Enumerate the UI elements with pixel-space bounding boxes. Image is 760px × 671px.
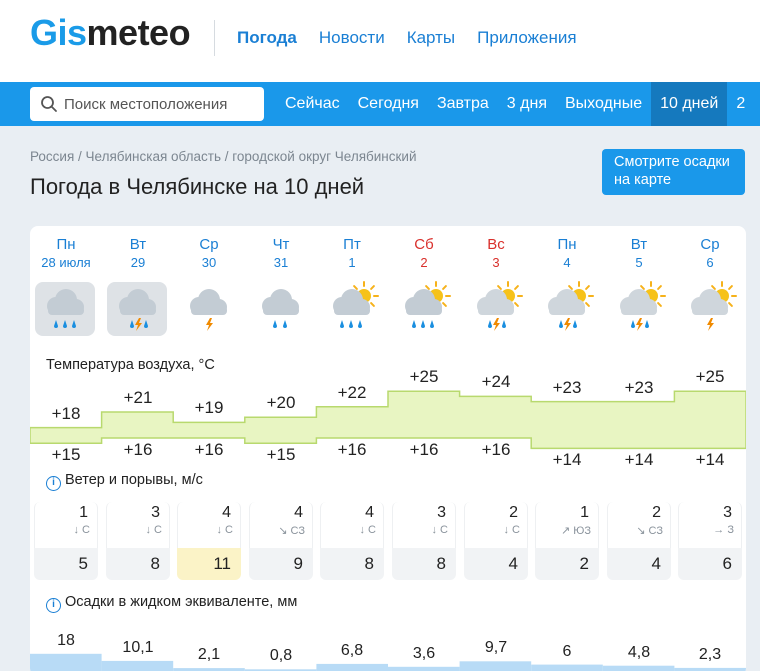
partly-cloudy-rain-icon [316, 278, 388, 338]
wind-cell [320, 502, 384, 580]
precip-label: i Осадки в жидком эквиваленте, мм [46, 594, 297, 613]
day-name: Пн [56, 236, 76, 253]
wind-cell [34, 502, 98, 580]
precip-bar [30, 654, 102, 671]
temp-max: +24 [481, 372, 511, 392]
cloudy-thunder-icon [173, 278, 245, 338]
wind-gust: 11 [177, 548, 241, 580]
precip-value: 2,3 [698, 645, 722, 663]
wind-direction: ↓ С [216, 524, 233, 536]
wind-cell [678, 502, 742, 580]
partly-cloudy-rain-icon [388, 278, 460, 338]
wind-direction: ↓ С [145, 524, 162, 536]
temp-max: +23 [624, 377, 654, 397]
wind-speed: 1 [580, 504, 589, 521]
day-name: Чт [272, 236, 290, 253]
wind-gust: 8 [320, 548, 384, 580]
wind-direction: ↓ С [73, 524, 90, 536]
wind-direction: ↘ СЗ [278, 525, 305, 537]
precip-value: 3,6 [412, 644, 436, 662]
temp-min: +14 [624, 450, 654, 470]
day-date: 28 июля [41, 255, 91, 270]
info-icon[interactable]: i [46, 476, 61, 491]
temp-max: +23 [552, 377, 582, 397]
tab-10-days[interactable]: 10 дней [651, 82, 727, 126]
tab-2-weeks[interactable]: 2 [736, 95, 746, 112]
period-bar [0, 82, 760, 126]
precip-value: 6,8 [340, 641, 364, 659]
day-date: 31 [273, 255, 289, 270]
day-name: Ср [700, 236, 720, 253]
day-name: Вт [630, 236, 648, 253]
precip-value: 18 [57, 631, 75, 649]
temp-min: +16 [409, 440, 439, 459]
temp-max: +20 [266, 393, 296, 413]
wind-cell [249, 502, 313, 580]
precip-bar [460, 661, 532, 671]
day-header[interactable] [316, 236, 388, 270]
wind-label: i Ветер и порывы, м/с [46, 472, 203, 491]
precip-bar [531, 665, 603, 671]
temp-min: +16 [123, 440, 153, 459]
day-header[interactable] [173, 236, 245, 270]
wind-gust: 8 [392, 548, 456, 580]
wind-gust: 2 [535, 548, 599, 580]
day-header[interactable] [388, 236, 460, 270]
temperature-label: Температура воздуха, °С [46, 357, 215, 373]
temp-min: +16 [337, 440, 367, 459]
precip-bar [388, 667, 460, 671]
gismeteo-logo[interactable]: Gismeteo [30, 12, 191, 53]
day-date: 1 [348, 255, 356, 270]
precip-value: 2,1 [197, 646, 221, 664]
wind-speed: 2 [652, 504, 661, 521]
wind-gust: 4 [464, 548, 528, 580]
nav-apps[interactable]: Приложения [477, 28, 577, 47]
precip-map-button[interactable]: Смотрите осадки на карте [602, 149, 745, 195]
cloudy-light-rain-icon [245, 278, 317, 338]
cloudy-thunder-rain-icon [102, 278, 174, 338]
wind-direction: ↓ С [431, 524, 448, 536]
search-input[interactable] [64, 96, 254, 113]
day-date: 2 [420, 255, 428, 270]
precip-bar [316, 664, 388, 671]
precip-value: 10,1 [122, 638, 154, 656]
page-title: Погода в Челябинске на 10 дней [30, 174, 365, 199]
info-icon[interactable]: i [46, 598, 61, 613]
day-name: Пт [343, 236, 361, 253]
temp-max: +19 [194, 398, 224, 418]
sun-thunder-icon [674, 278, 746, 338]
temp-max: +25 [695, 367, 725, 387]
day-date: 5 [635, 255, 643, 270]
forecast-card [30, 226, 746, 671]
wind-speed: 3 [723, 504, 732, 521]
wind-speed: 3 [151, 504, 160, 521]
temp-min: +16 [481, 440, 511, 459]
tab-today[interactable]: Сегодня [357, 95, 419, 112]
wind-direction: ↗ ЮЗ [560, 525, 591, 537]
precip-value: 9,7 [484, 639, 508, 657]
wind-speed: 4 [294, 504, 303, 521]
temp-max: +22 [337, 382, 367, 402]
day-date: 29 [130, 255, 146, 270]
period-tabs [276, 82, 754, 126]
temp-min: +14 [695, 450, 725, 470]
wind-gust: 9 [249, 548, 313, 580]
tab-3-days[interactable]: 3 дня [506, 95, 547, 112]
precip-value: 6 [562, 642, 572, 660]
sun-thunder-rain-icon [531, 278, 603, 338]
wind-gust: 5 [34, 548, 98, 580]
day-header[interactable] [102, 236, 174, 270]
wind-speed: 1 [79, 504, 88, 521]
wind-speed: 4 [365, 504, 374, 521]
top-header [0, 0, 760, 82]
wind-gust: 6 [678, 548, 742, 580]
day-date: 6 [706, 255, 714, 270]
sun-thunder-rain-icon [603, 278, 675, 338]
precip-value: 4,8 [627, 643, 651, 661]
search-box[interactable] [30, 87, 264, 121]
day-header[interactable] [531, 236, 603, 270]
day-date: 3 [492, 255, 500, 270]
breadcrumb[interactable]: Россия / Челябинская область / городской округ Челябинский [30, 149, 417, 164]
wind-cell [535, 502, 599, 580]
tab-tomorrow[interactable]: Завтра [436, 95, 489, 112]
nav-weather[interactable]: Погода [237, 28, 297, 47]
sun-thunder-rain-icon [460, 278, 532, 338]
temp-min: +14 [552, 450, 582, 470]
day-date: 4 [563, 255, 571, 270]
wind-speed: 3 [437, 504, 446, 521]
day-name: Сб [414, 236, 434, 253]
temp-min: +15 [51, 445, 81, 465]
wind-direction: → З [713, 524, 734, 536]
precip-bar [102, 661, 174, 671]
wind-cell [392, 502, 456, 580]
tab-weekend[interactable]: Выходные [564, 95, 643, 112]
wind-gust: 4 [607, 548, 671, 580]
precip-value: 0,8 [269, 647, 293, 665]
day-name: Вс [487, 236, 505, 253]
day-header[interactable] [603, 236, 675, 270]
temp-max: +25 [409, 367, 439, 387]
temp-min: +15 [266, 445, 296, 465]
day-header[interactable] [245, 236, 317, 270]
wind-cell [607, 502, 671, 580]
wind-cell [464, 502, 528, 580]
wind-cell [106, 502, 170, 580]
search-icon [40, 95, 58, 113]
wind-speed: 2 [509, 504, 518, 521]
temp-min: +16 [194, 440, 224, 459]
day-name: Вт [129, 236, 147, 253]
day-name: Пн [557, 236, 577, 253]
main-nav [237, 28, 577, 48]
wind-speed: 4 [222, 504, 231, 521]
day-header[interactable] [460, 236, 532, 270]
nav-maps[interactable]: Карты [406, 28, 456, 47]
wind-gust: 8 [106, 548, 170, 580]
wind-cell [177, 502, 241, 580]
day-date: 30 [201, 255, 217, 270]
day-header[interactable] [674, 236, 746, 270]
day-header[interactable] [30, 236, 102, 270]
wind-direction: ↓ С [359, 524, 376, 536]
temp-max: +18 [51, 403, 81, 423]
day-name: Ср [199, 236, 219, 253]
header-divider [214, 20, 215, 56]
wind-direction: ↘ СЗ [636, 525, 663, 537]
wind-direction: ↓ С [503, 524, 520, 536]
tab-now[interactable]: Сейчас [285, 95, 340, 112]
precip-bar [603, 666, 675, 671]
cloudy-rain-icon [30, 278, 102, 338]
temp-max: +21 [123, 388, 153, 407]
nav-news[interactable]: Новости [318, 28, 385, 47]
